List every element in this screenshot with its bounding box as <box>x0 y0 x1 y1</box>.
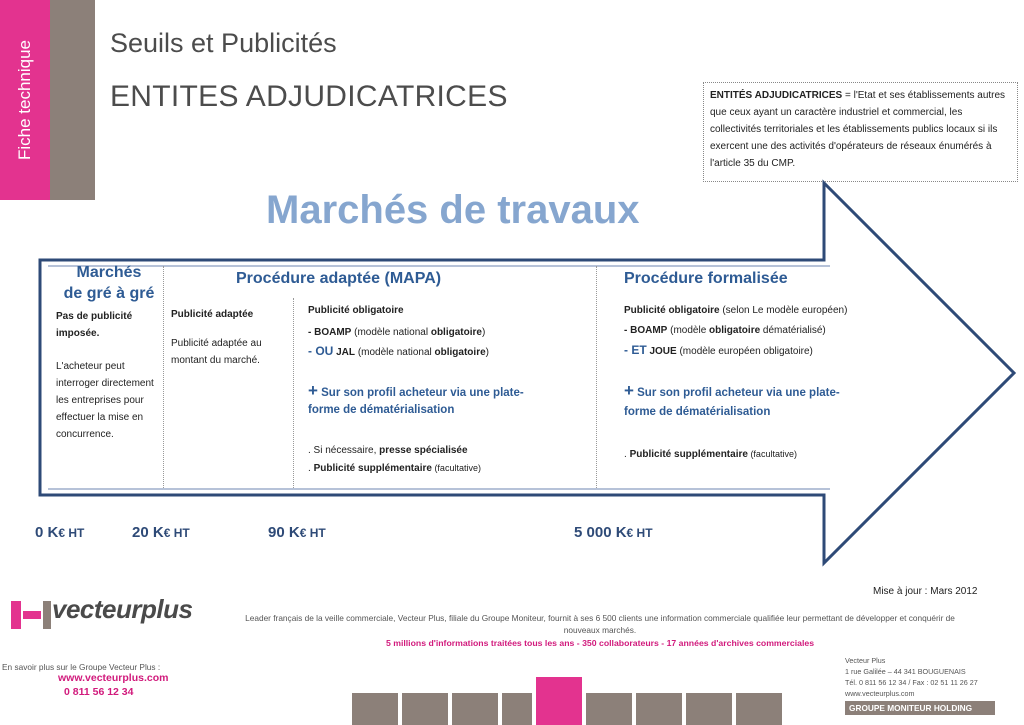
phone-number: 0 811 56 12 34 <box>64 686 134 698</box>
threshold-5000-unit: € HT <box>626 526 653 540</box>
mapa-jal-detail: (modèle national <box>357 347 435 358</box>
formalisee-boamp-line <box>624 322 826 339</box>
threshold-20-unit: € HT <box>163 526 190 540</box>
formalisee-boamp-detail: (modèle <box>670 325 710 336</box>
formalisee-joue-line <box>624 342 813 360</box>
mapa-press-prefix: . Si nécessaire, <box>308 445 380 456</box>
definition-text: = l'Etat et ses établissements autres que ceux ayant un caractère industriel et commercial, les collectivités territoriales et les établissements publics locaux si ils exercent une des activités d'opérateurs de réseaux énumérés à l'article 35 du CMP. <box>710 90 1006 169</box>
gre-a-gre-detail: L'acheteur peut interroger directement les entreprises pour effectuer la mise en concurrence. <box>56 361 154 440</box>
threshold-90-unit: € HT <box>299 526 326 540</box>
mapa-heading: Procédure adaptée (MAPA) <box>236 270 442 287</box>
mapa-boamp-label: - BOAMP <box>308 327 352 338</box>
threshold-20-amount: 20 K <box>132 524 164 541</box>
mapa-plus-block <box>308 382 588 419</box>
mapa-press-bold: presse spécialisée <box>379 445 468 456</box>
gre-a-gre-heading-line2: de gré à gré <box>63 285 155 302</box>
formalisee-heading: Procédure formalisée <box>624 270 788 287</box>
gre-a-gre-rule: Pas de publicité imposée. <box>56 311 133 339</box>
side-label: Fiche technique <box>15 39 34 161</box>
formalisee-mandatory-suffix: (selon Le modèle européen) <box>719 305 848 316</box>
mapa-jal-emph: obligatoire <box>434 347 486 358</box>
mapa-extra-bold: Publicité supplémentaire <box>313 463 432 474</box>
formalisee-boamp-end: dématérialisé) <box>760 325 826 336</box>
footer-description: Leader français de la veille commerciale, Vecteur Plus, filiale du Groupe Moniteur, fournit à ses 6 500 clients une information commerciale qualifiée leur permettant de développer et conquérir de nouveaux marchés. <box>245 613 955 635</box>
mapa-plus-line1 <box>308 382 588 402</box>
mapa-boamp-end: ) <box>481 327 486 338</box>
formalisee-mandatory-line <box>624 302 847 319</box>
threshold-0-amount: 0 K <box>35 524 59 541</box>
address-line2: 1 rue Galilée – 44 341 BOUGUENAIS <box>845 667 966 676</box>
mapa-boamp-emph: obligatoire <box>430 327 482 338</box>
address-block <box>845 655 978 699</box>
footer-stats: 5 millions d'informations traitées tous les ans - 350 collaborateurs - 17 années d'archives commerciales <box>385 638 815 648</box>
page-title: Seuils et Publicités <box>110 28 337 58</box>
mapa-adapted-detail: Publicité adaptée au montant du marché. <box>171 338 262 366</box>
mapa-plus-icon: + <box>308 381 318 400</box>
mapa-adapted-title: Publicité adaptée <box>171 309 254 320</box>
mapa-jal-line <box>308 343 489 361</box>
mapa-plus-text1: Sur son profil acheteur via une plate- <box>321 387 524 399</box>
formalisee-extra-prefix: . <box>624 449 630 460</box>
formalisee-plus-text1: Sur son profil acheteur via une plate- <box>637 387 840 399</box>
threshold-90 <box>268 524 326 541</box>
address-line1: Vecteur Plus <box>845 656 886 665</box>
formalisee-et-label: - ET <box>624 343 647 357</box>
learn-more-label: En savoir plus sur le Groupe Vecteur Plus : <box>2 662 161 672</box>
address-line3: Tél. 0 811 56 12 34 / Fax : 02 51 11 26 27 <box>845 678 978 687</box>
formalisee-mandatory-title: Publicité obligatoire <box>624 305 720 316</box>
vecteurplus-logo-icon <box>11 601 51 629</box>
decorative-blocks <box>352 677 808 725</box>
gre-a-gre-heading <box>54 262 164 304</box>
formalisee-joue-detail: (modèle européen obligatoire) <box>679 346 813 357</box>
formalisee-plus-line2: forme de dématérialisation <box>624 406 771 418</box>
vecteurplus-logo: vecteurplus <box>52 594 193 624</box>
separator-mapa-inner <box>293 298 294 488</box>
formalisee-plus-line1 <box>624 382 904 402</box>
mapa-mandatory-title: Publicité obligatoire <box>308 305 404 316</box>
mapa-boamp-line <box>308 324 485 341</box>
threshold-0-unit: € HT <box>58 526 85 540</box>
mapa-press-line <box>308 442 468 459</box>
formalisee-extra-line <box>624 446 797 463</box>
separator-mapa-formalisee <box>596 266 597 488</box>
website-link[interactable]: www.vecteurplus.com <box>58 672 169 684</box>
gre-a-gre-heading-line1: Marchés <box>76 264 142 281</box>
separator-gre-mapa <box>163 266 164 488</box>
definition-term: ENTITÉS ADJUDICATRICES <box>710 90 843 101</box>
update-note: Mise à jour : Mars 2012 <box>873 586 978 597</box>
formalisee-joue-label: JOUE <box>649 346 677 357</box>
formalisee-boamp-label: - BOAMP <box>624 325 668 336</box>
mapa-ou-label: - OU <box>308 344 334 358</box>
formalisee-extra-bold: Publicité supplémentaire <box>629 449 748 460</box>
threshold-5000-amount: 5 000 K <box>574 524 627 541</box>
formalisee-extra-suffix: (facultative) <box>747 449 797 459</box>
main-title: Marchés de travaux <box>266 188 640 232</box>
formalisee-plus-block <box>624 382 904 421</box>
threshold-5000 <box>574 524 653 541</box>
mapa-plus-line2: forme de dématérialisation <box>308 404 455 416</box>
mapa-jal-end: ) <box>485 347 489 358</box>
formalisee-plus-icon: + <box>624 381 634 400</box>
threshold-20 <box>132 524 190 541</box>
address-line4[interactable]: www.vecteurplus.com <box>845 689 915 698</box>
holding-banner: GROUPE MONITEUR HOLDING <box>845 701 995 715</box>
mapa-extra-prefix: . <box>308 463 314 474</box>
formalisee-boamp-emph: obligatoire <box>709 325 761 336</box>
page-subtitle: ENTITES ADJUDICATRICES <box>110 80 508 113</box>
mapa-extra-suffix: (facultative) <box>431 463 481 473</box>
mapa-extra-line <box>308 460 481 477</box>
threshold-90-amount: 90 K <box>268 524 300 541</box>
mapa-boamp-detail: (modèle national <box>354 327 431 338</box>
threshold-0 <box>35 524 84 541</box>
mapa-jal-label: JAL <box>336 347 356 358</box>
